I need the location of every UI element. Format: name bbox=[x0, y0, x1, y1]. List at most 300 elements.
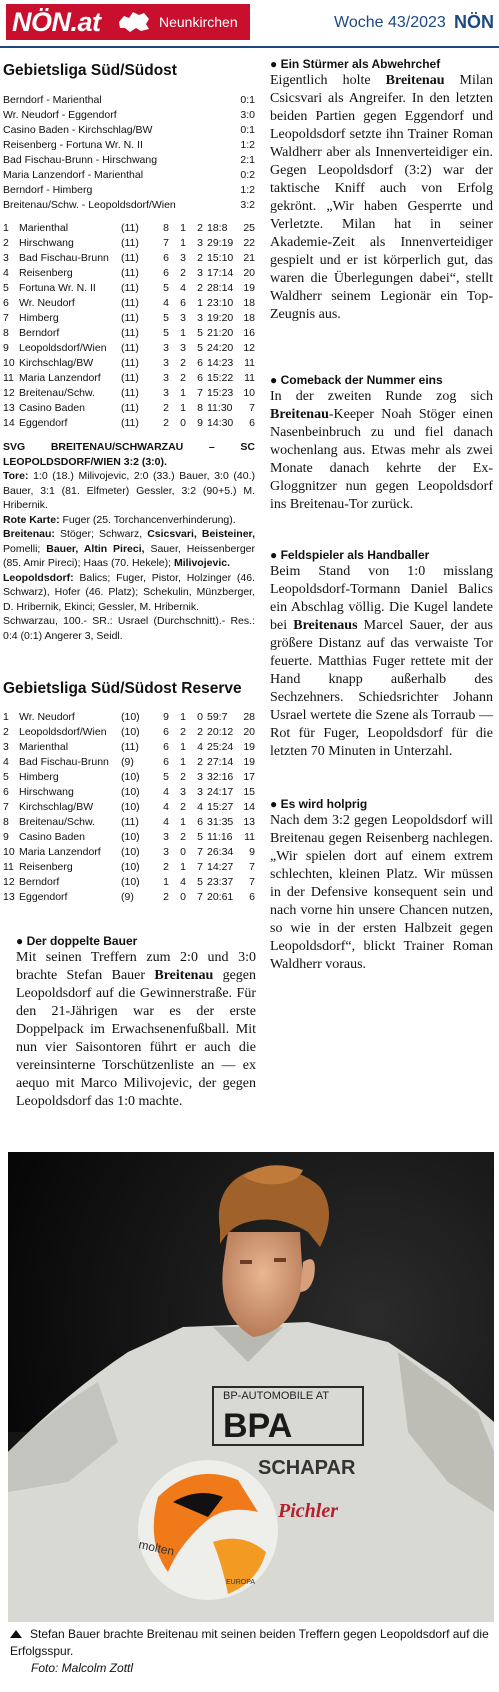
draws-cell: 2 bbox=[180, 726, 186, 738]
wins-cell: 3 bbox=[163, 372, 169, 384]
losses-cell: 9 bbox=[197, 417, 203, 429]
games-cell: (11) bbox=[121, 297, 139, 309]
points-cell: 21 bbox=[243, 252, 255, 264]
player-illustration bbox=[8, 1152, 494, 1622]
wins-cell: 2 bbox=[163, 402, 169, 414]
region-map-icon bbox=[116, 10, 152, 34]
points-cell: 19 bbox=[243, 282, 255, 294]
away-lineup: Balics; Fuger, Pistor, Holzinger (46. Schwarz), Hofer (46. Platz); Schekulin, Münzberger, D. Hribernik, Ekinci; Gessler, M. Hribernik. bbox=[3, 571, 255, 613]
table-row bbox=[3, 296, 255, 311]
caption-triangle-icon bbox=[10, 1630, 22, 1638]
losses-cell: 8 bbox=[197, 402, 203, 414]
wins-cell: 5 bbox=[163, 771, 169, 783]
section-text: Mit seinen Treffern zum 2:0 und 3:0 brachte Stefan Bauer Breitenau gegen Leopoldsdorf auf die Gewinnerstraße. Für den 21-Jährigen war es der erste Doppelpack im Erwachsenenfußball. Mit nun vier Saisontoren führt er auch die vereinsinterne Torschützenliste an — ex aequo mit Marco Milivojevic, der gegen Leopoldsdorf das 1:0 machte. bbox=[16, 950, 256, 1109]
home-lineup-e: Sauer, Heissenberger (85. Amir Pireci); Haas (70. Hekele); bbox=[3, 542, 255, 569]
points-cell: 17 bbox=[243, 771, 255, 783]
team-cell: Reisenberg bbox=[19, 861, 73, 873]
team-cell: Breitenau/Schw. bbox=[19, 816, 95, 828]
goals-cell: 20:12 bbox=[207, 726, 234, 738]
article-section-4 bbox=[270, 796, 493, 974]
rank-cell: 8 bbox=[3, 327, 9, 339]
games-cell: (11) bbox=[121, 816, 139, 828]
sponsor-2: SCHAPAR bbox=[258, 1457, 356, 1479]
wins-cell: 3 bbox=[163, 357, 169, 369]
rank-cell: 7 bbox=[3, 312, 9, 324]
section-text: Beim Stand von 1:0 misslang Leopoldsdorf-Tormann Daniel Balics ein Abschlag völlig. Die Kugel landete bei Breitenaus Marcel Sauer, der aus größere Distanz auf das verwaiste Tor feuerte. Matthias Fuger rettete mit der Hand knapp außerhalb des Sechzehners. Schiedsrichter Johann Usrael wertete die Szene als Torraub — Rot für Fuger, Leopoldsdorf für die letzten 70 Minuten in Unterzahl. bbox=[270, 564, 494, 759]
points-cell: 22 bbox=[243, 237, 255, 249]
wins-cell: 4 bbox=[163, 786, 169, 798]
wins-cell: 9 bbox=[163, 711, 169, 723]
draws-cell: 1 bbox=[180, 387, 186, 399]
league-title: Gebietsliga Süd/Südost bbox=[3, 62, 177, 79]
goals-cell: 11:30 bbox=[207, 402, 233, 414]
draws-cell: 3 bbox=[180, 252, 186, 264]
goals-cell: 15:22 bbox=[207, 372, 234, 384]
header-rule bbox=[0, 46, 499, 48]
losses-cell: 7 bbox=[197, 891, 203, 903]
goals-cell: 27:14 bbox=[207, 756, 234, 768]
games-cell: (11) bbox=[121, 237, 139, 249]
goals-cell: 32:16 bbox=[207, 771, 234, 783]
points-cell: 18 bbox=[243, 312, 255, 324]
team-cell: Leopoldsdorf/Wien bbox=[19, 726, 107, 738]
losses-cell: 5 bbox=[197, 342, 203, 354]
away-lineup-label: Leopoldsdorf: bbox=[3, 571, 74, 584]
rank-cell: 9 bbox=[3, 342, 9, 354]
points-cell: 12 bbox=[243, 342, 255, 354]
points-cell: 6 bbox=[249, 891, 255, 903]
table-row bbox=[3, 221, 255, 236]
rank-cell: 12 bbox=[3, 876, 15, 888]
rank-cell: 6 bbox=[3, 786, 9, 798]
wins-cell: 6 bbox=[163, 252, 169, 264]
reserve-title: Gebietsliga Süd/Südost Reserve bbox=[3, 680, 242, 697]
losses-cell: 4 bbox=[197, 741, 203, 753]
team-cell: Hirschwang bbox=[19, 237, 74, 249]
result-row: Reisenberg - Fortuna Wr. N. II 1:2 bbox=[3, 139, 255, 151]
losses-cell: 3 bbox=[197, 237, 203, 249]
draws-cell: 2 bbox=[180, 771, 186, 783]
result-row: Maria Lanzendorf - Marienthal 0:2 bbox=[3, 169, 255, 181]
wins-cell: 5 bbox=[163, 327, 169, 339]
wins-cell: 5 bbox=[163, 282, 169, 294]
rank-cell: 13 bbox=[3, 891, 15, 903]
draws-cell: 1 bbox=[180, 816, 186, 828]
table-row bbox=[3, 800, 255, 815]
points-cell: 20 bbox=[243, 726, 255, 738]
goals-cell: 26:34 bbox=[207, 846, 234, 858]
rank-cell: 2 bbox=[3, 237, 9, 249]
games-cell: (10) bbox=[121, 861, 140, 873]
draws-cell: 0 bbox=[180, 846, 186, 858]
games-cell: (9) bbox=[121, 891, 134, 903]
rank-cell: 3 bbox=[3, 252, 9, 264]
ball-tournament: EUROPA bbox=[226, 1579, 256, 1586]
games-cell: (11) bbox=[121, 372, 139, 384]
games-cell: (11) bbox=[121, 741, 139, 753]
games-cell: (11) bbox=[121, 357, 139, 369]
games-cell: (10) bbox=[121, 786, 140, 798]
article-section-1 bbox=[270, 56, 493, 324]
result-row: Berndorf - Marienthal 0:1 bbox=[3, 94, 255, 106]
page-header bbox=[0, 0, 499, 46]
rank-cell: 11 bbox=[3, 861, 14, 873]
team-cell: Bad Fischau-Brunn bbox=[19, 252, 109, 264]
draws-cell: 1 bbox=[180, 222, 186, 234]
goals-cell: 23:10 bbox=[207, 297, 234, 309]
team-cell: Wr. Neudorf bbox=[19, 297, 75, 309]
wins-cell: 3 bbox=[163, 846, 169, 858]
draws-cell: 4 bbox=[180, 876, 186, 888]
result-row: Breitenau/Schw. - Leopoldsdorf/Wien 3:2 bbox=[3, 199, 255, 211]
games-cell: (11) bbox=[121, 417, 139, 429]
draws-cell: 3 bbox=[180, 786, 186, 798]
games-cell: (11) bbox=[121, 402, 139, 414]
table-row bbox=[3, 281, 255, 296]
losses-cell: 1 bbox=[197, 297, 203, 309]
photo-credit: Foto: Malcolm Zottl bbox=[31, 1661, 134, 1675]
goals-cell: 24:20 bbox=[207, 342, 234, 354]
rank-cell: 1 bbox=[3, 222, 9, 234]
losses-cell: 2 bbox=[197, 222, 203, 234]
table-row bbox=[3, 416, 255, 431]
team-cell: Maria Lanzendorf bbox=[19, 372, 101, 384]
losses-cell: 5 bbox=[197, 831, 203, 843]
table-row bbox=[3, 341, 255, 356]
losses-cell: 0 bbox=[197, 711, 203, 723]
goals-cell: 11:16 bbox=[207, 831, 233, 843]
section-heading: ● Ein Stürmer als Abwehrchef bbox=[270, 57, 441, 71]
home-lineup-c: Pomelli; bbox=[3, 542, 47, 555]
table-row bbox=[3, 266, 255, 281]
losses-cell: 7 bbox=[197, 861, 203, 873]
sponsor-big: BPA bbox=[223, 1407, 293, 1445]
goals-cell: 15:10 bbox=[207, 252, 234, 264]
team-cell: Kirchschlag/BW bbox=[19, 801, 94, 813]
losses-cell: 3 bbox=[197, 267, 203, 279]
draws-cell: 1 bbox=[180, 237, 186, 249]
wins-cell: 1 bbox=[163, 876, 169, 888]
draws-cell: 1 bbox=[180, 711, 186, 723]
wins-cell: 6 bbox=[163, 756, 169, 768]
result-row: Berndorf - Himberg 1:2 bbox=[3, 184, 255, 196]
losses-cell: 5 bbox=[197, 327, 203, 339]
points-cell: 25 bbox=[243, 222, 255, 234]
team-cell: Leopoldsdorf/Wien bbox=[19, 342, 107, 354]
points-cell: 20 bbox=[243, 267, 255, 279]
goals-cell: 25:24 bbox=[207, 741, 234, 753]
noen-logo[interactable] bbox=[6, 4, 250, 40]
ball-brand: molten bbox=[137, 1537, 176, 1559]
reserve-table bbox=[3, 710, 255, 905]
table-row bbox=[3, 386, 255, 401]
red-card-text: Fuger (25. Torchancenverhinderung). bbox=[62, 513, 236, 526]
table-row bbox=[3, 815, 255, 830]
points-cell: 6 bbox=[249, 417, 255, 429]
table-row bbox=[3, 860, 255, 875]
points-cell: 15 bbox=[243, 786, 255, 798]
draws-cell: 0 bbox=[180, 417, 186, 429]
section-text: In der zweiten Runde zog sich Breitenau-Keeper Noah Stöger einen Nasenbeinbruch zu und fiel danach wochenlang aus. Etwas mehr als zwei Monate danach kehrte der Ex-Gloggnitzer nun gegen Leopoldsdorf ins Breitenau-Tor zurück. bbox=[270, 389, 493, 512]
team-cell: Bad Fischau-Brunn bbox=[19, 756, 109, 768]
result-row: Casino Baden - Kirchschlag/BW 0:1 bbox=[3, 124, 255, 136]
team-cell: Eggendorf bbox=[19, 891, 68, 903]
section-heading: ● Feldspieler als Handballer bbox=[270, 548, 430, 562]
goals-cell: 29:19 bbox=[207, 237, 234, 249]
red-card-label: Rote Karte: bbox=[3, 513, 60, 526]
games-cell: (11) bbox=[121, 387, 139, 399]
points-cell: 9 bbox=[249, 846, 255, 858]
result-row: Wr. Neudorf - Eggendorf 3:0 bbox=[3, 109, 255, 121]
rank-cell: 12 bbox=[3, 387, 15, 399]
table-row bbox=[3, 311, 255, 326]
team-cell: Himberg bbox=[19, 312, 59, 324]
draws-cell: 1 bbox=[180, 741, 186, 753]
results-list bbox=[3, 93, 255, 213]
goals-text: 1:0 (18.) Milivojevic, 2:0 (33.) Bauer, 3:0 (40.) Bauer, 3:1 (81. Elfmeter) Gessler, 3:2 (90+5.) M. Hribernik. bbox=[3, 470, 255, 511]
draws-cell: 3 bbox=[180, 342, 186, 354]
wins-cell: 4 bbox=[163, 297, 169, 309]
points-cell: 18 bbox=[243, 297, 255, 309]
points-cell: 7 bbox=[249, 402, 255, 414]
wins-cell: 3 bbox=[163, 831, 169, 843]
draws-cell: 2 bbox=[180, 267, 186, 279]
match-report bbox=[3, 440, 255, 643]
team-cell: Fortuna Wr. N. II bbox=[19, 282, 96, 294]
goals-cell: 59:7 bbox=[207, 711, 228, 723]
brand-name: NÖN bbox=[454, 12, 494, 32]
rank-cell: 11 bbox=[3, 372, 14, 384]
losses-cell: 3 bbox=[197, 312, 203, 324]
draws-cell: 2 bbox=[180, 801, 186, 813]
wins-cell: 7 bbox=[163, 237, 169, 249]
rank-cell: 4 bbox=[3, 267, 9, 279]
games-cell: (10) bbox=[121, 831, 140, 843]
section-text: Nach dem 3:2 gegen Leopoldsdorf will Breitenau gegen Reisenberg nachlegen. „Wir spielen dort auf einem extrem schlechten, kleinen Platz. Wir müssen in der Defensive konsequent sein und nach vorne hin unsere Chancen nutzen, so wie in der ersten Halbzeit gegen Leopoldsdorf“, blickt Trainer Roman Waldherr voraus. bbox=[270, 813, 493, 972]
result-row: Bad Fischau-Brunn - Hirschwang 2:1 bbox=[3, 154, 255, 166]
issue-week: Woche 43/2023 bbox=[334, 14, 446, 31]
table-row bbox=[3, 875, 255, 890]
article-section-3 bbox=[270, 547, 493, 761]
logo-text: NÖN.at bbox=[12, 7, 101, 37]
games-cell: (10) bbox=[121, 771, 140, 783]
wins-cell: 2 bbox=[163, 891, 169, 903]
table-row bbox=[3, 251, 255, 266]
rank-cell: 9 bbox=[3, 831, 9, 843]
table-row bbox=[3, 725, 255, 740]
points-cell: 10 bbox=[243, 387, 255, 399]
draws-cell: 1 bbox=[180, 861, 186, 873]
points-cell: 11 bbox=[244, 831, 255, 843]
team-cell: Kirchschlag/BW bbox=[19, 357, 94, 369]
wins-cell: 5 bbox=[163, 312, 169, 324]
goals-cell: 14:27 bbox=[207, 861, 234, 873]
points-cell: 14 bbox=[243, 801, 255, 813]
losses-cell: 6 bbox=[197, 816, 203, 828]
rank-cell: 2 bbox=[3, 726, 9, 738]
goals-cell: 24:17 bbox=[207, 786, 234, 798]
home-lineup-f: Milivojevic. bbox=[173, 557, 230, 569]
team-cell: Berndorf bbox=[19, 876, 60, 888]
games-cell: (10) bbox=[121, 801, 140, 813]
team-cell: Marienthal bbox=[19, 741, 69, 753]
draws-cell: 2 bbox=[180, 831, 186, 843]
games-cell: (11) bbox=[121, 252, 139, 264]
losses-cell: 3 bbox=[197, 786, 203, 798]
goals-cell: 21:20 bbox=[207, 327, 234, 339]
table-row bbox=[3, 710, 255, 725]
team-cell: Marienthal bbox=[19, 222, 69, 234]
games-cell: (11) bbox=[121, 312, 139, 324]
table-row bbox=[3, 770, 255, 785]
table-row bbox=[3, 371, 255, 386]
goals-label: Tore: bbox=[3, 470, 29, 482]
rank-cell: 6 bbox=[3, 297, 9, 309]
games-cell: (10) bbox=[121, 846, 140, 858]
table-row bbox=[3, 830, 255, 845]
draws-cell: 2 bbox=[180, 357, 186, 369]
region-name: Neunkirchen bbox=[159, 14, 238, 30]
rank-cell: 3 bbox=[3, 741, 9, 753]
match-photo[interactable] bbox=[8, 1152, 494, 1622]
section-heading: ● Comeback der Nummer eins bbox=[270, 373, 443, 387]
team-cell: Berndorf bbox=[19, 327, 60, 339]
losses-cell: 2 bbox=[197, 282, 203, 294]
goals-cell: 14:30 bbox=[207, 417, 234, 429]
points-cell: 19 bbox=[243, 741, 255, 753]
games-cell: (11) bbox=[121, 267, 139, 279]
report-heading: SVG BREITENAU/SCHWARZAU – SC LEOPOLDSDORF/WIEN 3:2 (3:0). bbox=[3, 441, 255, 468]
goals-cell: 17:14 bbox=[207, 267, 234, 279]
rank-cell: 14 bbox=[3, 417, 15, 429]
draws-cell: 4 bbox=[180, 282, 186, 294]
table-row bbox=[3, 356, 255, 371]
losses-cell: 4 bbox=[197, 801, 203, 813]
losses-cell: 5 bbox=[197, 876, 203, 888]
losses-cell: 2 bbox=[197, 726, 203, 738]
table-row bbox=[3, 890, 255, 905]
article-section-2 bbox=[270, 372, 493, 514]
table-row bbox=[3, 401, 255, 416]
team-cell: Breitenau/Schw. bbox=[19, 387, 95, 399]
draws-cell: 2 bbox=[180, 372, 186, 384]
losses-cell: 6 bbox=[197, 372, 203, 384]
games-cell: (10) bbox=[121, 711, 140, 723]
team-cell: Reisenberg bbox=[19, 267, 73, 279]
team-cell: Himberg bbox=[19, 771, 59, 783]
team-cell: Casino Baden bbox=[19, 402, 85, 414]
caption-text: Stefan Bauer brachte Breitenau mit seinen beiden Treffern gegen Leopoldsdorf auf die Erfolgsspur. bbox=[10, 1627, 489, 1658]
rank-cell: 1 bbox=[3, 711, 9, 723]
points-cell: 28 bbox=[243, 711, 255, 723]
table-row bbox=[3, 326, 255, 341]
losses-cell: 6 bbox=[197, 357, 203, 369]
draws-cell: 0 bbox=[180, 891, 186, 903]
rank-cell: 8 bbox=[3, 816, 9, 828]
section-text: Eigentlich holte Breitenau Milan Csicsvari als Angreifer. In den letzten beiden Partien gegen Eggendorf und Leopoldsdorf setzte ihn Trainer Roman Waldherr aber als Innenverteidiger ein. Gegen Leopoldsdorf (3:2) war der taktische Kniff auch von Erfolg gekrönt. „Wir haben Gesperrte und Verletzte. Milan hat in seiner Akademie-Zeit als Innenverteidiger gespielt und er ist körperlich gut, das waren die Überlegungen dabei“, stellt Waldherr seinem Legionär ein Top-Zeugnis aus. bbox=[270, 73, 493, 322]
losses-cell: 2 bbox=[197, 756, 203, 768]
goals-cell: 14:23 bbox=[207, 357, 234, 369]
home-lineup-a: Stöger; Schwarz, bbox=[60, 528, 148, 540]
points-cell: 7 bbox=[249, 861, 255, 873]
sponsor-small: BP-AUTOMOBILE AT bbox=[223, 1390, 329, 1402]
team-cell: Casino Baden bbox=[19, 831, 85, 843]
goals-cell: 28:14 bbox=[207, 282, 234, 294]
team-cell: Wr. Neudorf bbox=[19, 711, 75, 723]
rank-cell: 10 bbox=[3, 357, 15, 369]
games-cell: (11) bbox=[121, 222, 139, 234]
points-cell: 13 bbox=[243, 816, 255, 828]
points-cell: 7 bbox=[249, 876, 255, 888]
rank-cell: 5 bbox=[3, 771, 9, 783]
table-row bbox=[3, 740, 255, 755]
league-table bbox=[3, 221, 255, 431]
games-cell: (11) bbox=[121, 282, 139, 294]
team-cell: Hirschwang bbox=[19, 786, 74, 798]
article-section-5 bbox=[16, 933, 256, 1111]
draws-cell: 1 bbox=[180, 756, 186, 768]
wins-cell: 2 bbox=[163, 417, 169, 429]
home-lineup-d: Bauer, Altin Pireci, bbox=[46, 542, 145, 555]
points-cell: 11 bbox=[244, 372, 255, 384]
rank-cell: 5 bbox=[3, 282, 9, 294]
home-lineup-label: Breitenau: bbox=[3, 528, 55, 540]
goals-cell: 18:8 bbox=[207, 222, 228, 234]
goals-cell: 23:37 bbox=[207, 876, 234, 888]
home-lineup-b: Csicsvari, Beisteiner, bbox=[147, 528, 255, 540]
losses-cell: 2 bbox=[197, 252, 203, 264]
goals-cell: 20:61 bbox=[207, 891, 234, 903]
rank-cell: 4 bbox=[3, 756, 9, 768]
section-heading: ● Der doppelte Bauer bbox=[16, 934, 138, 948]
games-cell: (9) bbox=[121, 756, 134, 768]
photo-caption bbox=[10, 1626, 490, 1677]
goals-cell: 31:35 bbox=[207, 816, 234, 828]
draws-cell: 1 bbox=[180, 402, 186, 414]
wins-cell: 2 bbox=[163, 861, 169, 873]
losses-cell: 3 bbox=[197, 771, 203, 783]
match-info: Schwarzau, 100.- SR.: Usrael (Durchschnitt).- Res.: 0:4 (0:1) Angerer 3, Seidl. bbox=[3, 615, 255, 642]
points-cell: 16 bbox=[243, 327, 255, 339]
wins-cell: 6 bbox=[163, 267, 169, 279]
wins-cell: 4 bbox=[163, 801, 169, 813]
wins-cell: 6 bbox=[163, 741, 169, 753]
section-heading: ● Es wird holprig bbox=[270, 797, 368, 811]
wins-cell: 8 bbox=[163, 222, 169, 234]
team-cell: Maria Lanzendorf bbox=[19, 846, 101, 858]
losses-cell: 7 bbox=[197, 846, 203, 858]
wins-cell: 3 bbox=[163, 387, 169, 399]
rank-cell: 13 bbox=[3, 402, 15, 414]
goals-cell: 15:23 bbox=[207, 387, 234, 399]
goals-cell: 15:27 bbox=[207, 801, 234, 813]
table-row bbox=[3, 236, 255, 251]
wins-cell: 6 bbox=[163, 726, 169, 738]
rank-cell: 7 bbox=[3, 801, 9, 813]
draws-cell: 3 bbox=[180, 312, 186, 324]
wins-cell: 3 bbox=[163, 342, 169, 354]
table-row bbox=[3, 785, 255, 800]
games-cell: (10) bbox=[121, 726, 140, 738]
table-row bbox=[3, 755, 255, 770]
draws-cell: 1 bbox=[180, 327, 186, 339]
wins-cell: 4 bbox=[163, 816, 169, 828]
games-cell: (11) bbox=[121, 342, 139, 354]
table-row bbox=[3, 845, 255, 860]
games-cell: (11) bbox=[121, 327, 139, 339]
goals-cell: 19:20 bbox=[207, 312, 234, 324]
sponsor-3: Pichler bbox=[278, 1500, 338, 1522]
